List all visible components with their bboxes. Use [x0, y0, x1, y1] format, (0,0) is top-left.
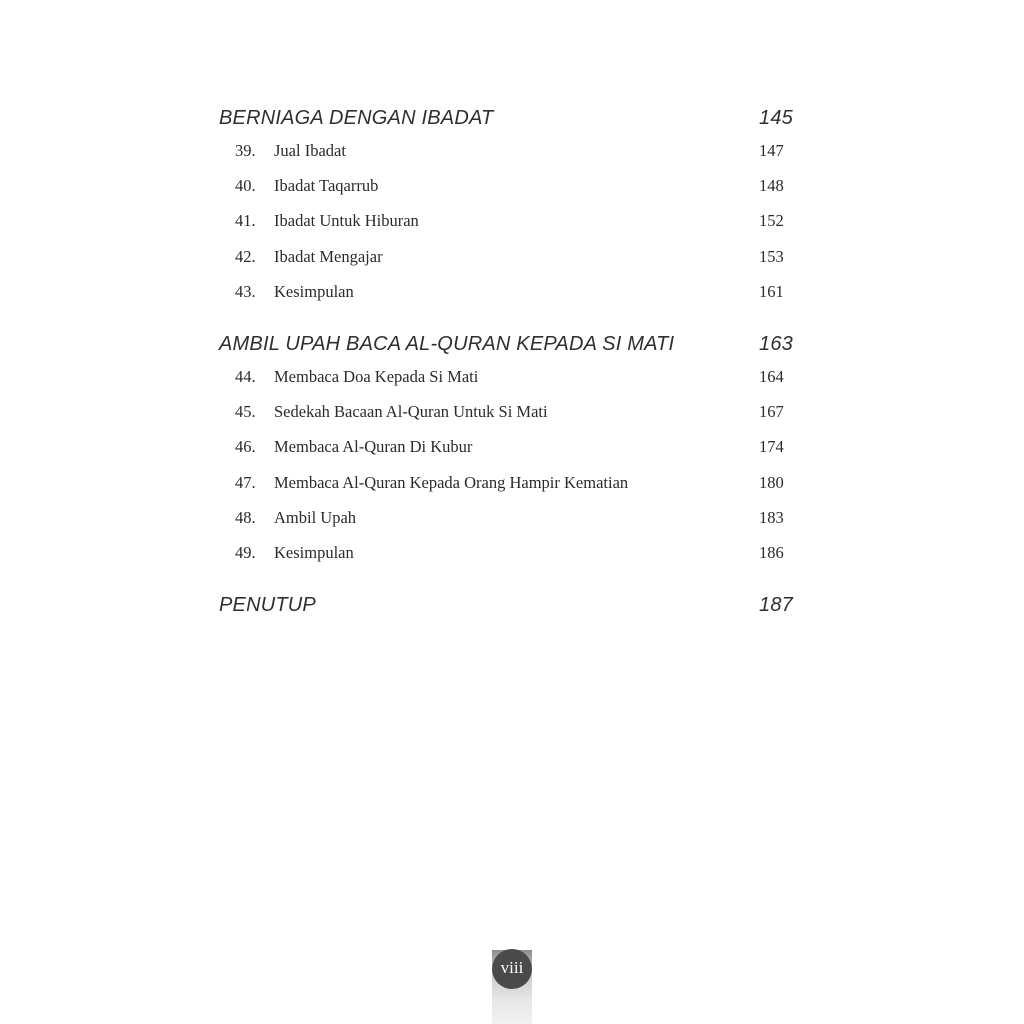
toc-entry[interactable] [219, 275, 799, 310]
section-title: PENUTUP [219, 594, 316, 617]
entry-title: Sedekah Bacaan Al-Quran Untuk Si Mati [274, 402, 548, 422]
entry-page-number: 174 [759, 437, 784, 457]
entry-page-number: 183 [759, 507, 784, 527]
entry-number: 43. [235, 281, 256, 301]
entry-page-number: 186 [759, 542, 784, 562]
section-title: BERNIAGA DENGAN IBADAT [219, 107, 494, 129]
entry-number: 39. [235, 141, 256, 160]
toc-entry[interactable] [219, 134, 799, 169]
toc-entry[interactable] [219, 501, 799, 536]
toc-entry[interactable] [219, 430, 799, 465]
entry-number: 49. [235, 542, 256, 562]
toc-entry[interactable] [219, 169, 799, 204]
entry-title: Kesimpulan [274, 542, 354, 562]
entry-title: Membaca Doa Kepada Si Mati [274, 366, 479, 386]
entry-number: 44. [235, 366, 256, 386]
toc-entry[interactable] [219, 204, 799, 239]
entry-page-number: 164 [759, 366, 784, 386]
section-heading[interactable] [219, 330, 799, 360]
entry-page-number: 153 [759, 246, 784, 266]
entry-number: 41. [235, 211, 256, 231]
entry-page-number: 180 [759, 472, 784, 492]
entry-page-number: 148 [759, 176, 784, 196]
entry-title: Ambil Upah [274, 507, 357, 527]
section-page-number: 145 [759, 107, 793, 129]
entry-title: Ibadat Taqarrub [274, 176, 379, 196]
toc-section [219, 104, 799, 310]
entry-page-number: 167 [759, 402, 784, 422]
entry-number: 40. [235, 176, 256, 196]
page-number-badge: viii [492, 949, 532, 989]
entry-title: Membaca Al-Quran Di Kubur [274, 437, 473, 457]
section-heading[interactable] [219, 104, 799, 134]
section-heading[interactable] [219, 591, 799, 621]
entry-page-number: 147 [759, 141, 784, 160]
entry-number: 46. [235, 437, 256, 457]
entry-number: 42. [235, 246, 256, 266]
entry-title: Membaca Al-Quran Kepada Orang Hampir Kematian [274, 472, 629, 492]
entry-page-number: 161 [759, 281, 784, 301]
toc-section [219, 330, 799, 571]
toc-entry[interactable] [219, 240, 799, 275]
entry-page-number: 152 [759, 211, 784, 231]
entry-number: 45. [235, 402, 256, 422]
section-page-number: 187 [759, 594, 793, 617]
section-page-number: 163 [759, 332, 793, 355]
entry-title: Kesimpulan [274, 281, 354, 301]
entry-title: Jual Ibadat [274, 141, 346, 160]
entry-number: 47. [235, 472, 256, 492]
toc-entry[interactable] [219, 536, 799, 571]
entry-title: Ibadat Untuk Hiburan [274, 211, 419, 231]
toc-entry[interactable] [219, 466, 799, 501]
section-title: AMBIL UPAH BACA AL-QURAN KEPADA SI MATI [219, 332, 675, 355]
toc-entry[interactable] [219, 360, 799, 395]
entry-title: Ibadat Mengajar [274, 246, 383, 266]
entry-number: 48. [235, 507, 256, 527]
table-of-contents [219, 104, 799, 641]
toc-entry[interactable] [219, 395, 799, 430]
toc-section [219, 591, 799, 621]
